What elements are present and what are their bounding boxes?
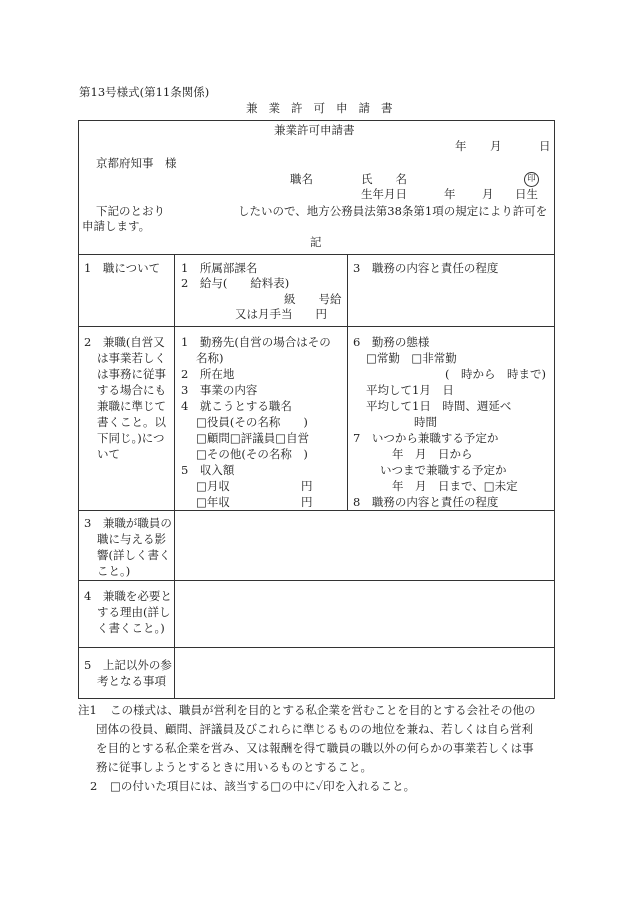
- section2-right-line: 7 いつから兼職する予定か: [353, 431, 499, 445]
- note1-head: 注1: [78, 703, 97, 717]
- section5-label-line: 5 上記以外の参: [84, 658, 172, 672]
- request-text-left: 下記のとおり: [96, 204, 165, 218]
- section2-mid-line: 2 所在地: [181, 367, 235, 381]
- section2-right-line: 6 勤務の態様: [353, 335, 430, 349]
- seal-mark: 印: [524, 172, 539, 187]
- section4-label-line: く書くこと。): [97, 621, 165, 635]
- checkbox-officer[interactable]: □役員(その名称 ): [196, 415, 308, 429]
- box-title: 兼業許可申請書: [274, 123, 355, 137]
- section1-item: 又は月手当 円: [235, 307, 327, 321]
- shokumei-label: 職名: [290, 172, 313, 186]
- request-text-line2: 申請します。: [82, 219, 151, 233]
- section2-right-line: 年 月 日から: [392, 447, 473, 461]
- section3-label-line: 3 兼職が職員の: [84, 516, 172, 530]
- birth-day: 日生: [515, 187, 538, 201]
- section5-label-line: 考となる事項: [97, 674, 166, 688]
- section2-right-line: 8 職務の内容と責任の程度: [353, 495, 499, 509]
- request-text-right: したいので、地方公務員法第38条第1項の規定により許可を: [238, 204, 548, 218]
- section2-right-line: 平均して1月 日: [366, 383, 454, 397]
- checkbox-annual-income[interactable]: □年収: [196, 495, 230, 509]
- section2-mid-line: 4 就こうとする職名: [181, 399, 292, 413]
- note1-line: 団体の役員、顧問、評議員及びこれらに準じるものの地位を兼ね、若しくは自ら営利: [96, 722, 533, 736]
- addressee: 京都府知事 様: [96, 156, 177, 170]
- note2-head: 2: [90, 779, 98, 793]
- section3-label-line: 響(詳しく書く: [97, 548, 171, 562]
- section2-label-line: いて: [97, 447, 120, 461]
- section2-right-line: 時間: [414, 415, 437, 429]
- date-day: 日: [539, 139, 551, 153]
- birth-year: 年: [444, 187, 456, 201]
- checkbox-monthly-income[interactable]: □月収: [196, 479, 230, 493]
- section2-label-line: 2 兼職(自営又: [84, 335, 165, 349]
- section2-label-line: 書くこと。以: [97, 415, 166, 429]
- form-number: 第13号様式(第11条関係): [79, 85, 210, 99]
- ki-heading: 記: [310, 235, 322, 249]
- yen-unit: 円: [301, 479, 313, 493]
- birth-date-label: 生年月日: [361, 187, 407, 201]
- section2-right-line: ( 時から 時まで): [445, 367, 546, 381]
- date-month: 月: [490, 139, 502, 153]
- shimei-label: 氏 名: [361, 172, 407, 186]
- section2-label-line: は事務に従事: [97, 367, 166, 381]
- section2-mid-line: 名称): [196, 351, 224, 365]
- section4-label-line: 4 兼職を必要と: [84, 589, 172, 603]
- document-title: 兼業許可申請書: [246, 101, 404, 115]
- section1-item: 2 給与( 給料表): [181, 276, 290, 290]
- yen-unit: 円: [301, 495, 313, 509]
- section1-right: 3 職務の内容と責任の程度: [353, 261, 499, 275]
- section2-label-line: 下同じ。)につ: [97, 431, 165, 445]
- section1-label: 1 職について: [84, 261, 161, 275]
- section2-label-line: 兼職に準じて: [97, 399, 166, 413]
- section3-label-line: 職に与える影: [97, 532, 166, 546]
- section2-mid-line: 3 事業の内容: [181, 383, 258, 397]
- date-year: 年: [455, 139, 467, 153]
- checkbox-undetermined[interactable]: 年 月 日まで、□未定: [392, 479, 518, 493]
- section2-label-line: は事業若しく: [97, 351, 166, 365]
- section1-item: 級 号給: [284, 292, 342, 306]
- checkbox-other[interactable]: □その他(その名称 ): [196, 447, 308, 461]
- note1-line: を目的とする私企業を営み、又は報酬を得て職員の職以外の何らかの事業若しくは事: [96, 741, 534, 755]
- section2-mid-line: 5 収入額: [181, 463, 235, 477]
- section2-label-line: する場合にも: [97, 383, 166, 397]
- note1-line: 務に従事しようとするときに用いるものとすること。: [96, 760, 372, 774]
- note2-text: □の付いた項目には、該当する□の中に✓印を入れること。: [110, 779, 416, 793]
- birth-month: 月: [482, 187, 494, 201]
- section2-mid-line: 1 勤務先(自営の場合はその: [181, 335, 331, 349]
- section2-right-line: いつまで兼職する予定か: [380, 463, 507, 477]
- section4-label-line: する理由(詳し: [97, 605, 171, 619]
- note1-line: この様式は、職員が営利を目的とする私企業を営むことを目的とする会社その他の: [110, 703, 536, 717]
- section2-right-line: 平均して1日 時間、週延べ: [366, 399, 512, 413]
- checkbox-fulltime-parttime[interactable]: □常勤 □非常勤: [366, 351, 457, 365]
- section3-label-line: こと。): [97, 564, 131, 578]
- section1-item: 1 所属部課名: [181, 261, 258, 275]
- checkbox-advisor-trustee-self[interactable]: □顧問□評議員□自営: [196, 431, 310, 445]
